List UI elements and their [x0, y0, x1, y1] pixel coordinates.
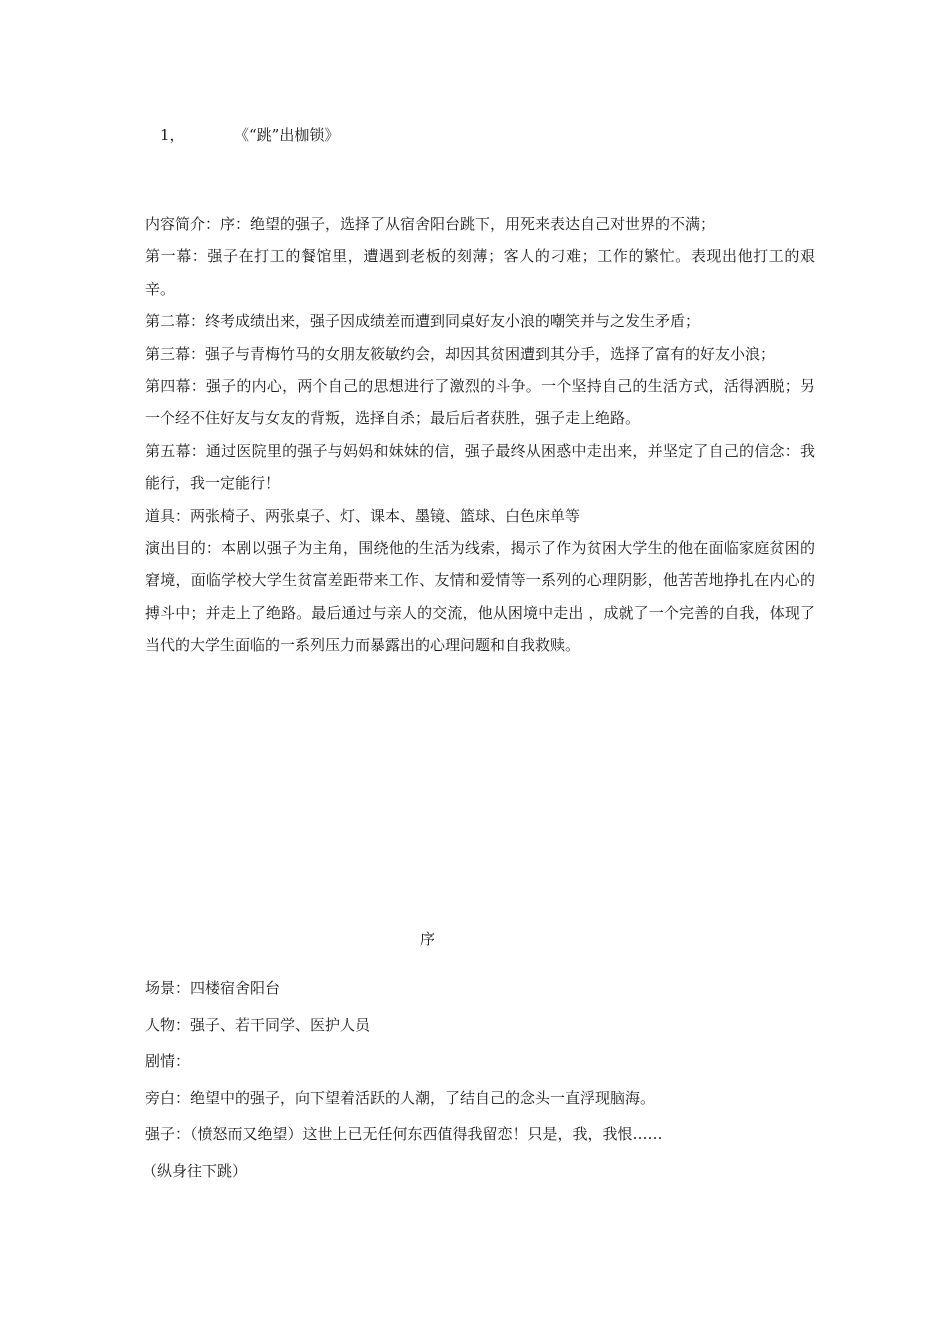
- scene-title: 序: [419, 930, 435, 948]
- scene-section: [142, 970, 815, 1189]
- heading-number: 1，: [160, 126, 185, 144]
- intro-section: [145, 208, 815, 662]
- purpose-paragraph: 演出目的：本剧以强子为主角，围绕他的生活为线索，揭示了作为贫困大学生的他在面临家庭贫困的窘境，面临学校大学生贫富差距带来工作、友情和爱情等一系列的心理阴影，他苦苦地挣扎在内心的搏斗中；并走上了绝路。最后通过与亲人的交流，他从困境中走出 ，成就了一个完善的自我，体现了当代的大学生面临的一系列压力而暴露出的心理问题和自我救赎。: [145, 539, 815, 655]
- act-one-paragraph: 第一幕：强子在打工的餐馆里，遭遇到老板的刻薄；客人的刁难；工作的繁忙。表现出他打工的艰辛。: [145, 247, 815, 298]
- play-title: 《“跳”出枷锁》: [234, 126, 340, 144]
- scene-setting-line: 场景：四楼宿舍阳台: [145, 979, 281, 997]
- scene-characters-line: 人物：强子、若干同学、医护人员: [145, 1015, 371, 1034]
- act-two-paragraph: 第二幕：终考成绩出来，强子因成绩差而遭到同桌好友小浪的嘲笑并与之发生矛盾；: [145, 312, 701, 331]
- dialogue-line: 强子：（愤怒而又绝望）这世上已无任何东西值得我留恋！只是，我，我恨……: [145, 1125, 663, 1143]
- stage-direction-line: （纵身往下跳）: [142, 1161, 248, 1180]
- scene-plot-line: 剧情：: [145, 1052, 191, 1070]
- act-three-paragraph: 第三幕：强子与青梅竹马的女朋友筱敏约会，却因其贫困遭到其分手，选择了富有的好友小浪；: [145, 344, 776, 363]
- narration-line: 旁白：绝望中的强子，向下望着活跃的人潮，了结自己的念头一直浮现脑海。: [145, 1088, 656, 1107]
- content-summary-paragraph: 内容简介：序：绝望的强子，选择了从宿舍阳台跳下，用死来表达自己对世界的不满；: [145, 215, 716, 233]
- document-heading: [160, 124, 339, 146]
- props-paragraph: 道具：两张椅子、两张桌子、灯、课本、墨镜、篮球、白色床单等: [145, 506, 581, 525]
- act-five-paragraph: 第五幕：通过医院里的强子与妈妈和妹妹的信，强子最终从困惑中走出来，并坚定了自己的信念：我能行，我一定能行！: [145, 441, 815, 493]
- act-four-paragraph: 第四幕：强子的内心，两个自己的思想进行了激烈的斗争。一个坚持自己的生活方式，活得洒脱；另一个经不住好友与女友的背叛，选择自杀；最后后者获胜，强子走上绝路。: [145, 377, 815, 428]
